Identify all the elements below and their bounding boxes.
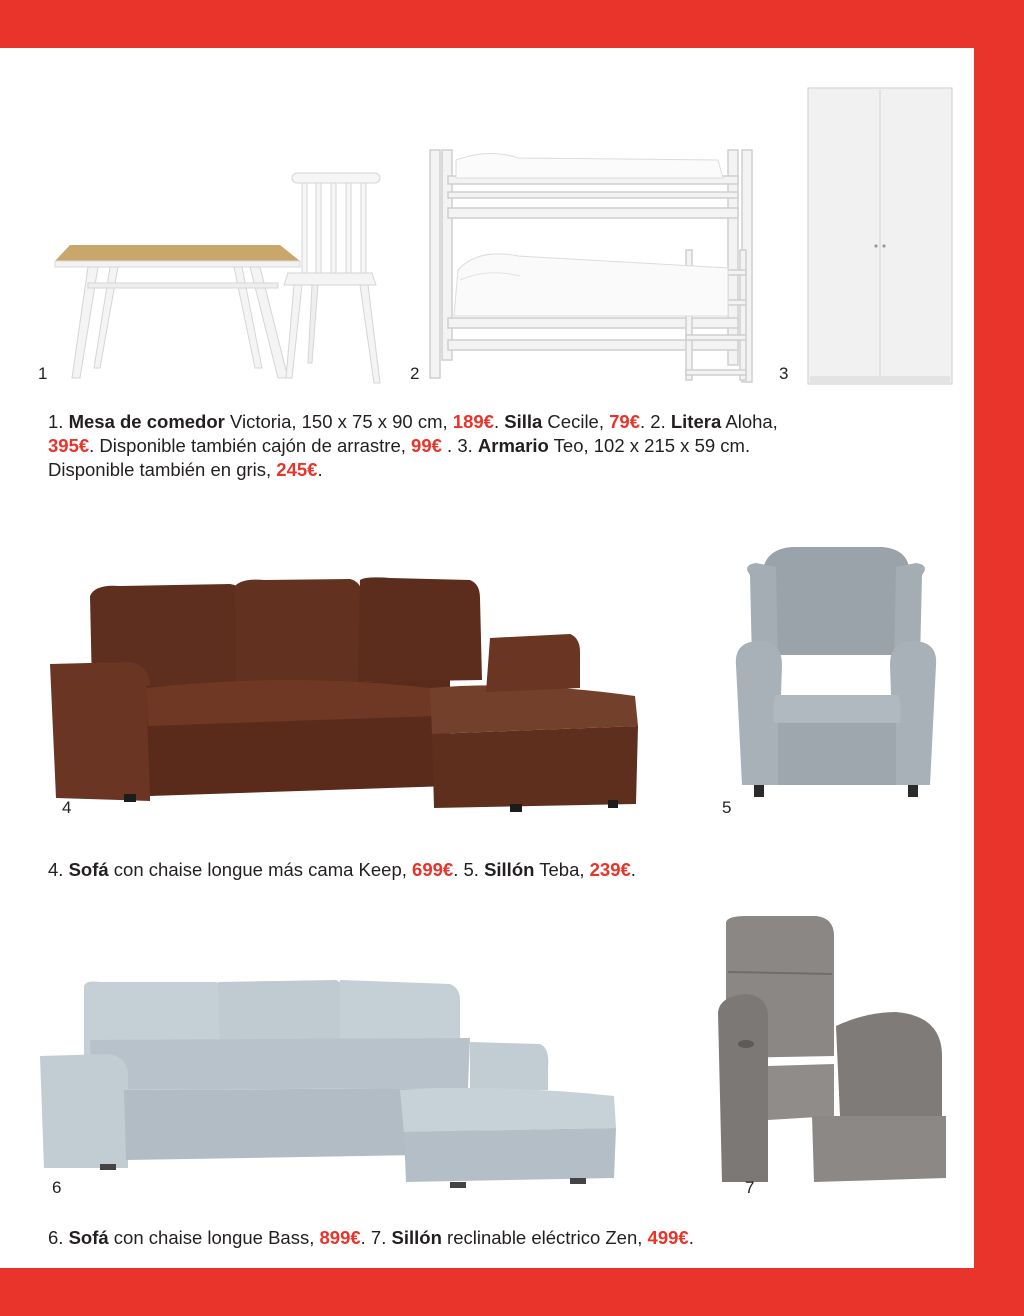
- bunk-bed-icon: [428, 130, 758, 390]
- caption-text: 6.: [48, 1227, 69, 1248]
- caption-text: Teo, 102 x 215 x 59 cm.: [548, 435, 751, 456]
- wardrobe-icon: [806, 88, 956, 388]
- wingback-armchair-icon: [732, 545, 942, 810]
- product-name: Litera: [670, 411, 722, 432]
- light-blue-chaise-sofa-icon: [40, 978, 620, 1194]
- caption-text: con chaise longue más cama Keep,: [108, 859, 413, 880]
- price-tag: 699€: [412, 859, 454, 880]
- caption-text: . 7.: [360, 1227, 392, 1248]
- product-name: Sofá: [68, 1227, 109, 1248]
- caption-text: . Disponible también cajón de arrastre,: [89, 435, 412, 456]
- caption-text: Teba,: [534, 859, 590, 880]
- catalog-page: [0, 48, 974, 1268]
- price-tag: 99€: [411, 435, 442, 456]
- product-number-6: 6: [52, 1178, 62, 1197]
- caption-products-4-5: [48, 858, 948, 882]
- caption-text: .: [317, 459, 323, 480]
- caption-text: Aloha,: [721, 411, 778, 432]
- product-number-4: 4: [62, 798, 72, 817]
- caption-text: .: [688, 1227, 694, 1248]
- product-number-3: 3: [779, 364, 789, 383]
- product-name: Silla: [504, 411, 543, 432]
- caption-text: Victoria, 150 x 75 x 90 cm,: [224, 411, 453, 432]
- caption-products-6-7: [48, 1226, 948, 1250]
- product-name: Mesa de comedor: [68, 411, 225, 432]
- caption-text: .: [630, 859, 636, 880]
- caption-text: 4.: [48, 859, 69, 880]
- product-number-2: 2: [410, 364, 420, 383]
- caption-text: . 3.: [441, 435, 478, 456]
- caption-text: Disponible también en gris,: [48, 459, 277, 480]
- caption-text: 1.: [48, 411, 69, 432]
- product-name: Sillón: [391, 1227, 442, 1248]
- price-tag: 189€: [452, 411, 494, 432]
- brown-chaise-sofa-icon: [50, 576, 645, 811]
- price-tag: 899€: [319, 1227, 361, 1248]
- product-name: Armario: [477, 435, 549, 456]
- caption-text: . 2.: [640, 411, 671, 432]
- price-tag: 395€: [48, 435, 90, 456]
- caption-text: con chaise longue Bass,: [108, 1227, 320, 1248]
- price-tag: 499€: [647, 1227, 689, 1248]
- recliner-armchair-icon: [716, 916, 948, 1194]
- product-number-5: 5: [722, 798, 732, 817]
- price-tag: 79€: [609, 411, 640, 432]
- caption-text: .: [493, 411, 505, 432]
- price-tag: 245€: [276, 459, 318, 480]
- product-number-7: 7: [745, 1178, 755, 1197]
- caption-text: reclinable eléctrico Zen,: [441, 1227, 648, 1248]
- caption-text: . 5.: [453, 859, 485, 880]
- caption-text: Cecile,: [542, 411, 610, 432]
- product-number-1: 1: [38, 364, 48, 383]
- price-tag: 239€: [589, 859, 631, 880]
- product-name: Sofá: [68, 859, 109, 880]
- product-name: Sillón: [484, 859, 535, 880]
- dining-table-and-chair-icon: [50, 173, 390, 433]
- caption-products-1-3: [48, 410, 948, 482]
